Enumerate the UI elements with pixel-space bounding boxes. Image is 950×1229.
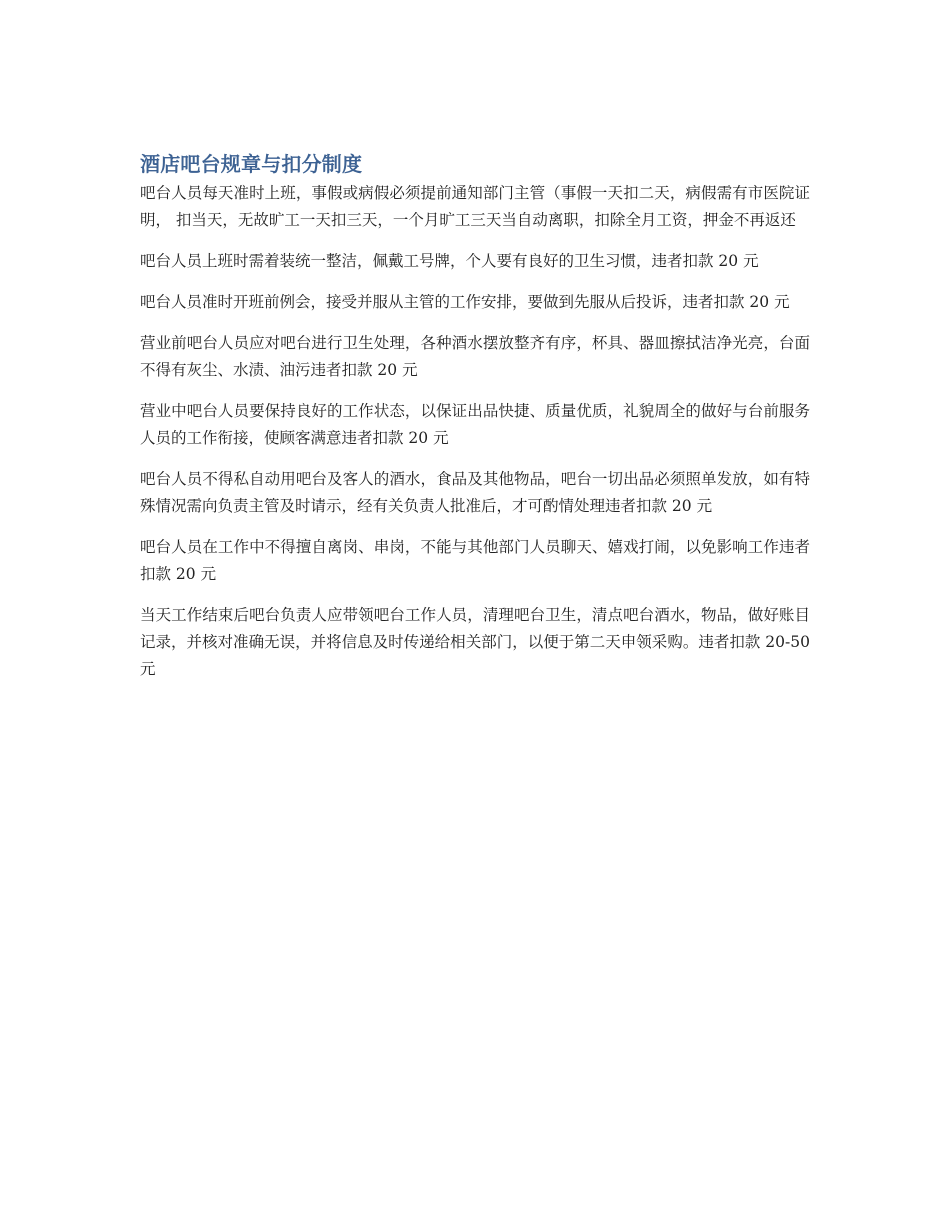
rule-paragraph-closing-duties: 当天工作结束后吧台负责人应带领吧台工作人员，清理吧台卫生，清点吧台酒水，物品，做好账目记录，并核对准确无误，并将信息及时传递给相关部门，以便于第二天申领采购。违者扣款 20-50 元 bbox=[140, 606, 810, 678]
rule-paragraph-goods-usage: 吧台人员不得私自动用吧台及客人的酒水，食品及其他物品，吧台一切出品必须照单发放，如有特殊情况需向负责主管及时请示，经有关负责人批准后，才可酌情处理违者扣款 20 元 bbox=[140, 470, 810, 515]
document-body bbox=[140, 150, 810, 697]
rule-paragraph-briefing: 吧台人员准时开班前例会，接受并服从主管的工作安排，要做到先服从后投诉，违者扣款 20 元 bbox=[140, 293, 790, 311]
rule-paragraph-post-leaving: 吧台人员在工作中不得擅自离岗、串岗，不能与其他部门人员聊天、嬉戏打闹，以免影响工作违者扣款 20 元 bbox=[140, 538, 810, 583]
rule-paragraph-service-state: 营业中吧台人员要保持良好的工作状态，以保证出品快捷、质量优质，礼貌周全的做好与台前服务人员的工作衔接，使顾客满意违者扣款 20 元 bbox=[140, 402, 810, 447]
rule-paragraph-attendance: 吧台人员每天准时上班，事假或病假必须提前通知部门主管（事假一天扣二天，病假需有市医院证明， 扣当天，无故旷工一天扣三天，一个月旷工三天当自动离职，扣除全月工资，押金不再返还 bbox=[140, 184, 810, 229]
rule-paragraph-pre-opening-hygiene: 营业前吧台人员应对吧台进行卫生处理，各种酒水摆放整齐有序，杯具、器皿擦拭洁净光亮，台面不得有灰尘、水渍、油污违者扣款 20 元 bbox=[140, 334, 810, 379]
document-title: 酒店吧台规章与扣分制度 bbox=[140, 152, 363, 176]
rule-paragraph-dress-code: 吧台人员上班时需着装统一整洁，佩戴工号牌，个人要有良好的卫生习惯，违者扣款 20 元 bbox=[140, 252, 759, 270]
